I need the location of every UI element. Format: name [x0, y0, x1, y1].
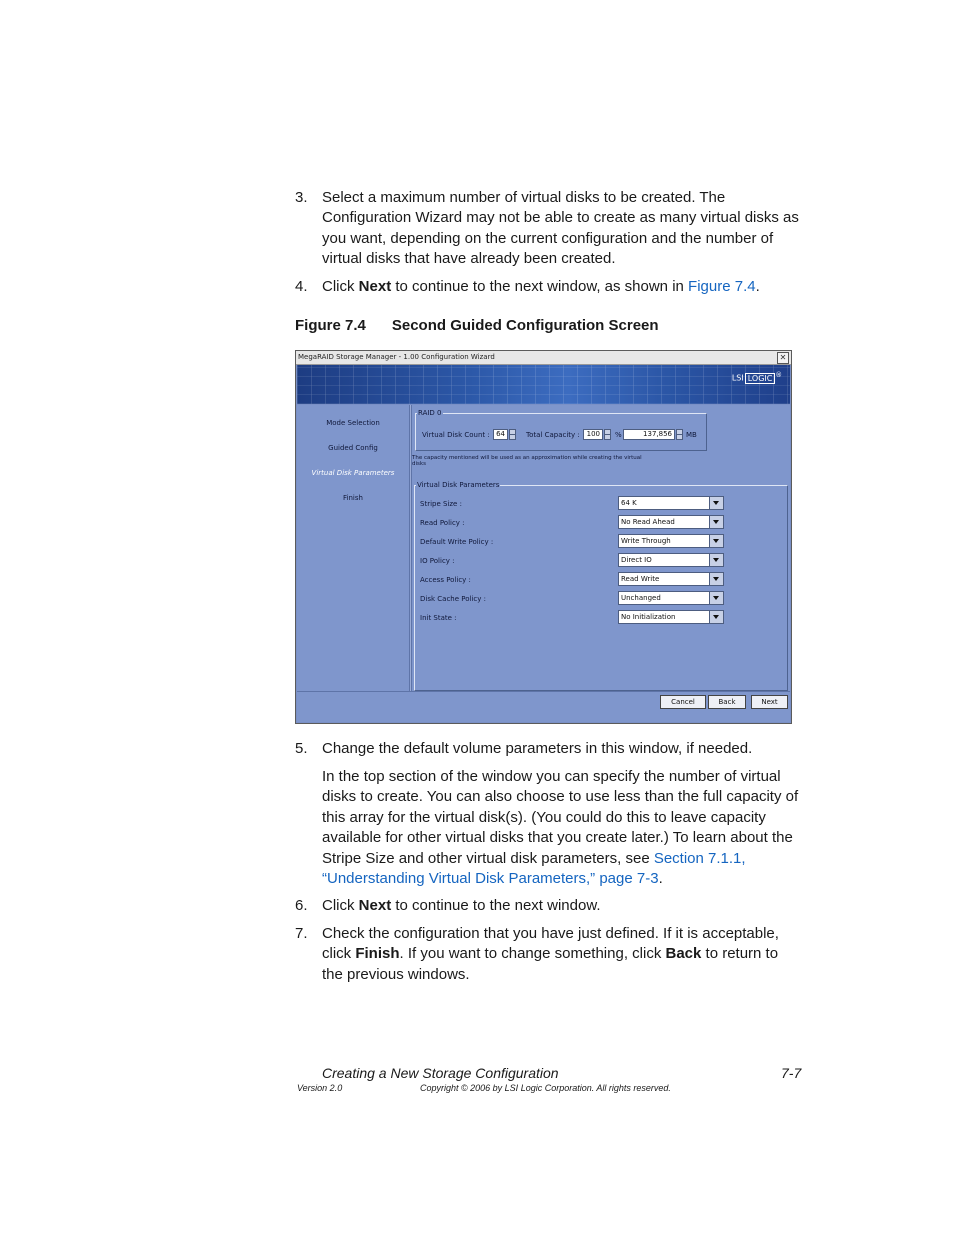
- chevron-down-icon: [709, 573, 723, 585]
- access-policy-select[interactable]: Read Write: [618, 572, 724, 586]
- window-title: MegaRAID Storage Manager - 1.00 Configuration Wizard: [298, 353, 495, 361]
- nav-virtual-disk-parameters[interactable]: Virtual Disk Parameters: [311, 469, 395, 477]
- nav-guided-config[interactable]: Guided Config: [328, 444, 378, 452]
- step-7-number: 7.: [295, 925, 308, 942]
- capacity-note: The capacity mentioned will be used as an approximation while creating the virtual disks: [412, 455, 642, 467]
- next-button[interactable]: Next: [751, 695, 788, 709]
- wizard-content: [412, 405, 790, 691]
- chevron-down-icon: [709, 611, 723, 623]
- write-policy-label: Default Write Policy :: [420, 538, 494, 546]
- disk-cache-policy-select[interactable]: Unchanged: [618, 591, 724, 605]
- vd-count-label: Virtual Disk Count :: [422, 431, 490, 439]
- vd-count-input[interactable]: 64: [493, 429, 508, 440]
- lsi-logo: LSI LOGIC ®: [731, 371, 782, 383]
- chevron-down-icon: [709, 516, 723, 528]
- back-button[interactable]: Back: [708, 695, 746, 709]
- io-policy-select[interactable]: Direct IO: [618, 553, 724, 567]
- footer-copyright: Copyright © 2006 by LSI Logic Corporation. All rights reserved.: [420, 1083, 671, 1093]
- cancel-button[interactable]: Cancel: [660, 695, 706, 709]
- io-policy-label: IO Policy :: [420, 557, 455, 565]
- capacity-mb-spinner[interactable]: [676, 429, 683, 440]
- next-term: Next: [358, 278, 392, 295]
- capacity-percent-input[interactable]: 100: [583, 429, 603, 440]
- chevron-down-icon: [709, 554, 723, 566]
- step-3-number: 3.: [295, 189, 308, 206]
- figure-link[interactable]: Figure 7.4: [688, 278, 756, 295]
- chevron-down-icon: [709, 497, 723, 509]
- step-6-text: Click Next to continue to the next window.: [322, 897, 601, 914]
- banner: [297, 365, 790, 404]
- step-5-text: Change the default volume parameters in this window, if needed.: [322, 740, 753, 757]
- footer-title: Creating a New Storage Configuration: [322, 1065, 559, 1081]
- stripe-size-select[interactable]: 64 K: [618, 496, 724, 510]
- percent-sign: %: [615, 431, 622, 439]
- init-state-select[interactable]: No Initialization: [618, 610, 724, 624]
- close-icon[interactable]: ✕: [777, 352, 789, 364]
- raid-legend: RAID 0: [418, 409, 442, 417]
- window-titlebar: [296, 351, 791, 365]
- step-7-text: Check the configuration that you have just defined. If it is acceptable, click Finish. If you want to change something, click Back to return to the previous windows.: [322, 925, 779, 983]
- footer-page-number: 7-7: [781, 1065, 802, 1081]
- footer-version: Version 2.0: [297, 1083, 343, 1093]
- capacity-mb-input[interactable]: 137,856: [623, 429, 675, 440]
- vd-params-group: [414, 485, 788, 691]
- nav-finish[interactable]: Finish: [343, 494, 363, 502]
- vd-count-spinner[interactable]: [509, 429, 516, 440]
- init-state-label: Init State :: [420, 614, 457, 622]
- nav-mode-selection[interactable]: Mode Selection: [326, 419, 380, 427]
- step-5-number: 5.: [295, 740, 308, 757]
- write-policy-select[interactable]: Write Through: [618, 534, 724, 548]
- step-6-number: 6.: [295, 897, 308, 914]
- step-5-paragraph: In the top section of the window you can specify the number of virtual disks to create. You can also choose to use less than the full capacity of this array for the virtual disk(s). (You could do this to leave capacity available for other virtual disks that you create later.) To learn about the Stripe Size and other virtual disk parameters, see Section 7.1.1, “Understanding Virtual Disk Parameters,” page 7-3.: [322, 768, 799, 888]
- section-link[interactable]: Section 7.1.1, “Understanding Virtual Disk Parameters,” page 7-3: [322, 849, 746, 888]
- step-3-text: Select a maximum number of virtual disks to be created. The Configuration Wizard may not be able to create as many virtual disks as you want, depending on the current configuration and the number of virtual disks that have already been created.: [322, 189, 799, 268]
- mb-label: MB: [686, 431, 697, 439]
- total-capacity-label: Total Capacity :: [526, 431, 580, 439]
- figure-caption: Figure 7.4 Second Guided Configuration Screen: [295, 317, 659, 334]
- capacity-percent-spinner[interactable]: [604, 429, 611, 440]
- chevron-down-icon: [709, 535, 723, 547]
- vd-params-legend: Virtual Disk Parameters: [417, 481, 500, 489]
- read-policy-select[interactable]: No Read Ahead: [618, 515, 724, 529]
- step-4-number: 4.: [295, 278, 308, 295]
- config-wizard-window: [295, 350, 792, 724]
- access-policy-label: Access Policy :: [420, 576, 471, 584]
- step-4-text: Click Next to continue to the next window, as shown in Figure 7.4.: [322, 278, 760, 295]
- stripe-size-label: Stripe Size :: [420, 500, 462, 508]
- disk-cache-policy-label: Disk Cache Policy :: [420, 595, 486, 603]
- wizard-nav: [297, 405, 410, 691]
- read-policy-label: Read Policy :: [420, 519, 465, 527]
- chevron-down-icon: [709, 592, 723, 604]
